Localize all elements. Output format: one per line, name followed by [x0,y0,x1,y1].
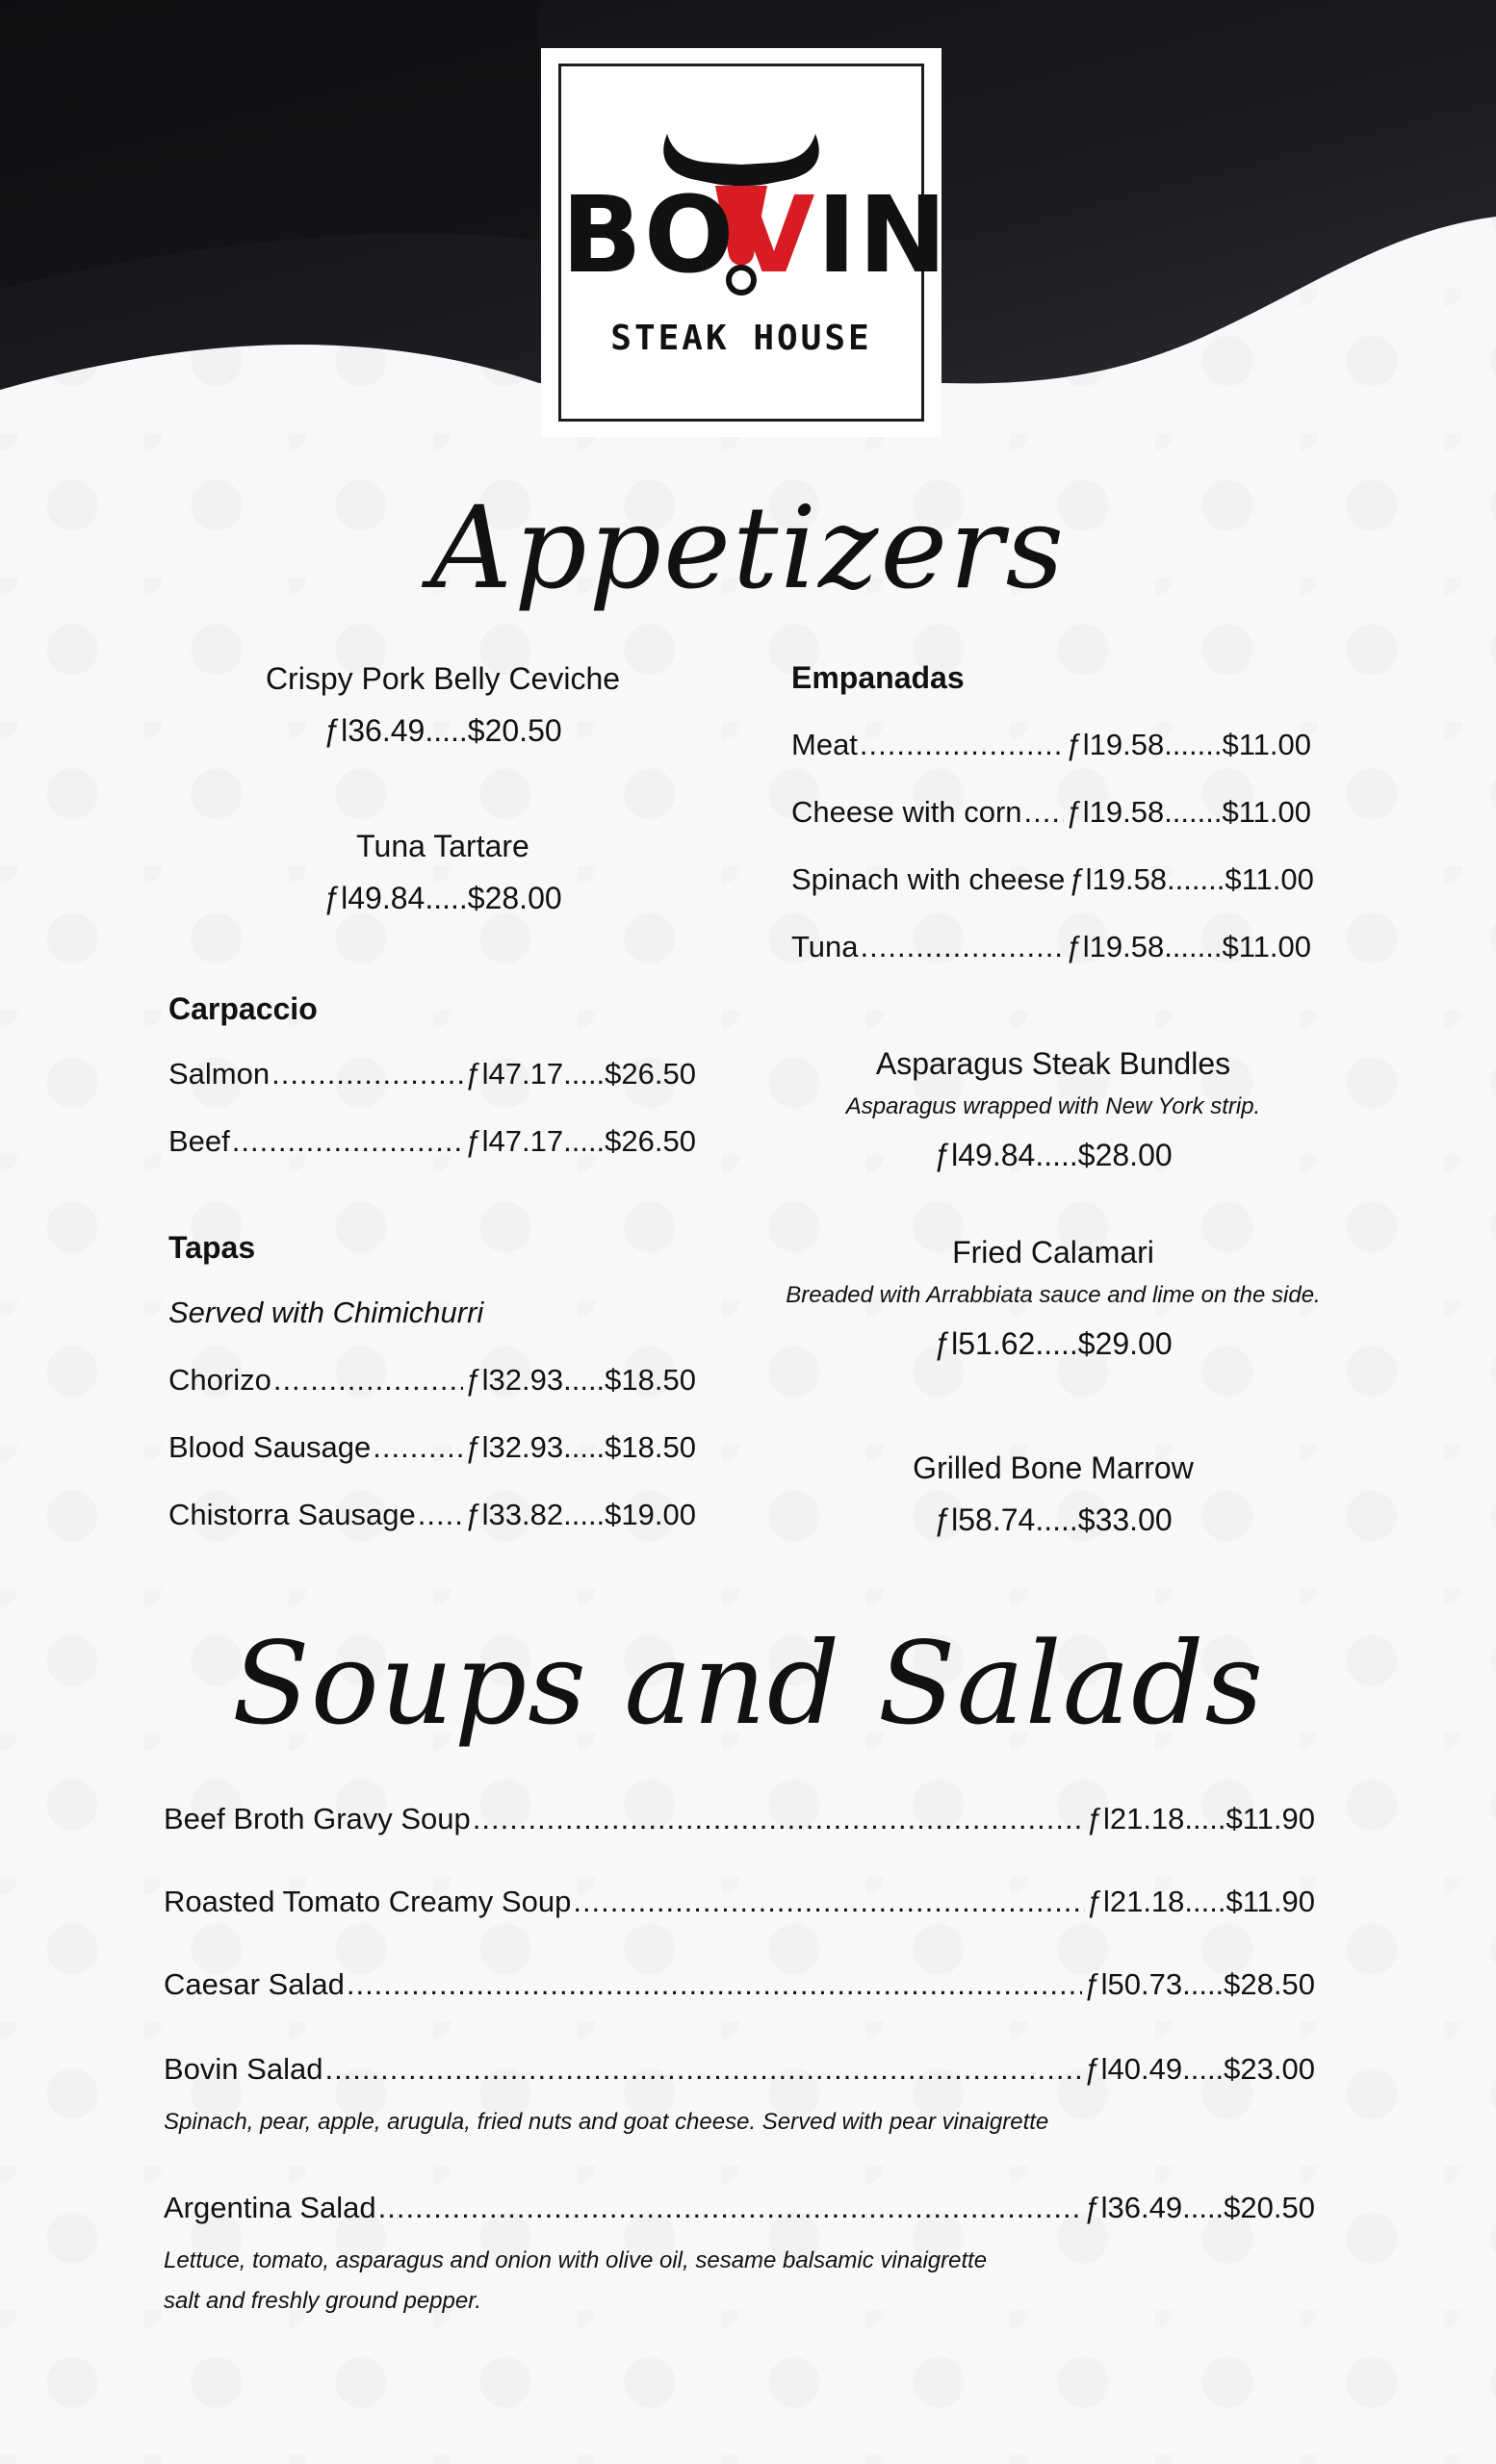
menu-row-tuna [791,930,1311,964]
menu-row-cheese-corn [791,795,1311,830]
item-name: Fried Calamari [952,1235,1154,1270]
item-price: ƒl36.49.....$20.50 [323,713,562,749]
item-price: ƒl19.58.......$11.00 [1069,862,1314,896]
menu-row-bovin-salad [164,2052,1315,2087]
menu-item-tuna-tartare [212,828,674,917]
argentina-salad-description-line-2: salt and freshly ground pepper. [164,2288,481,2314]
dot-leader [271,1057,463,1091]
item-name: Meat [791,728,858,761]
logo-brand-prefix: BO [561,173,734,296]
item-price: ƒl19.58.......$11.00 [1066,795,1311,829]
argentina-salad-description-line-1: Lettuce, tomato, asparagus and onion with olive oil, sesame balsamic vinaigrette [164,2247,988,2273]
logo-tagline: STEAK HOUSE [610,319,872,358]
menu-row-argentina-salad [164,2191,1315,2225]
menu-row-meat [791,728,1311,762]
item-price: ƒl47.17.....$26.50 [465,1124,696,1158]
item-price: ƒl19.58.......$11.00 [1066,728,1311,761]
item-name: Asparagus Steak Bundles [875,1046,1231,1081]
tapas-subheading: Served with Chimichurri [168,1296,484,1329]
item-price: ƒl47.17.....$26.50 [465,1057,696,1091]
menu-item-crispy-pork [212,660,674,750]
item-name: Bovin Salad [164,2052,323,2086]
item-name: Grilled Bone Marrow [913,1450,1194,1485]
menu-item-asparagus [789,1045,1317,1174]
item-name: Beef [168,1124,230,1158]
item-description: Asparagus wrapped with New York strip. [845,1093,1261,1120]
dot-leader [573,1885,1084,1919]
item-price: ƒl50.73.....$28.50 [1084,1967,1315,2001]
menu-row-chistorra [168,1498,696,1532]
dot-leader [418,1498,464,1532]
dot-leader [373,1430,463,1465]
item-price: ƒl19.58.......$11.00 [1066,930,1311,963]
dot-leader [378,2191,1083,2225]
bovin-salad-description: Spinach, pear, apple, arugula, fried nuts and goat cheese. Served with pear vinaigrette [164,2109,1049,2135]
item-price: ƒl49.84.....$28.00 [934,1138,1173,1173]
menu-row-blood-sausage [168,1430,696,1465]
appetizers-title: Appetizers [429,481,1067,614]
carpaccio-heading: Carpaccio [168,991,318,1026]
item-name: Tuna [791,930,859,963]
soups-salads-title: Soups and Salads [231,1617,1265,1750]
dot-leader [347,1967,1083,2002]
item-name: Caesar Salad [164,1967,345,2001]
menu-item-bone-marrow [789,1450,1317,1539]
item-price: ƒl40.49.....$23.00 [1084,2052,1315,2086]
item-name: Beef Broth Gravy Soup [164,1802,471,1835]
item-price: ƒl21.18.....$11.90 [1086,1802,1315,1835]
item-name: Salmon [168,1057,271,1091]
item-description: Breaded with Arrabbiata sauce and lime on the side. [786,1282,1321,1309]
menu-row-salmon [168,1057,696,1091]
menu-row-roasted-tomato [164,1885,1315,1919]
menu-row-beef [168,1124,696,1159]
logo-brand-v: V [733,173,817,296]
item-name: Spinach with cheese [791,862,1066,896]
empanadas-heading: Empanadas [791,660,965,695]
dot-leader [232,1124,464,1159]
item-price: ƒl58.74.....$33.00 [934,1502,1173,1538]
menu-row-spinach-cheese [791,862,1314,897]
item-name: Roasted Tomato Creamy Soup [164,1885,572,1918]
dot-leader [473,1802,1085,1836]
dot-leader [860,728,1065,762]
logo-frame [558,64,949,422]
dot-leader [324,2052,1082,2087]
item-name: Chistorra Sausage [168,1498,416,1531]
dot-leader [861,930,1065,964]
item-price: ƒl21.18.....$11.90 [1086,1885,1315,1918]
item-name: Cheese with corn [791,795,1022,829]
logo-wordmark [561,173,949,296]
tapas-heading: Tapas [168,1230,256,1265]
item-name: Argentina Salad [164,2191,376,2224]
menu-row-beef-broth [164,1802,1315,1836]
item-price: ƒl32.93.....$18.50 [465,1363,696,1397]
item-price: ƒl49.84.....$28.00 [323,881,562,916]
menu-row-chorizo [168,1363,696,1398]
item-price: ƒl33.82.....$19.00 [465,1498,696,1531]
logo [541,48,949,437]
item-price: ƒl36.49.....$20.50 [1084,2191,1315,2224]
item-name: Crispy Pork Belly Ceviche [265,661,621,696]
dot-leader [1024,795,1065,830]
item-name: Blood Sausage [168,1430,372,1464]
item-price: ƒl51.62.....$29.00 [934,1326,1173,1362]
item-name: Tuna Tartare [356,829,529,863]
menu-item-calamari [780,1234,1327,1363]
item-name: Chorizo [168,1363,271,1397]
item-price: ƒl32.93.....$18.50 [465,1430,696,1464]
dot-leader [273,1363,464,1398]
menu-row-caesar [164,1967,1315,2002]
logo-brand-suffix: IN [816,173,949,296]
